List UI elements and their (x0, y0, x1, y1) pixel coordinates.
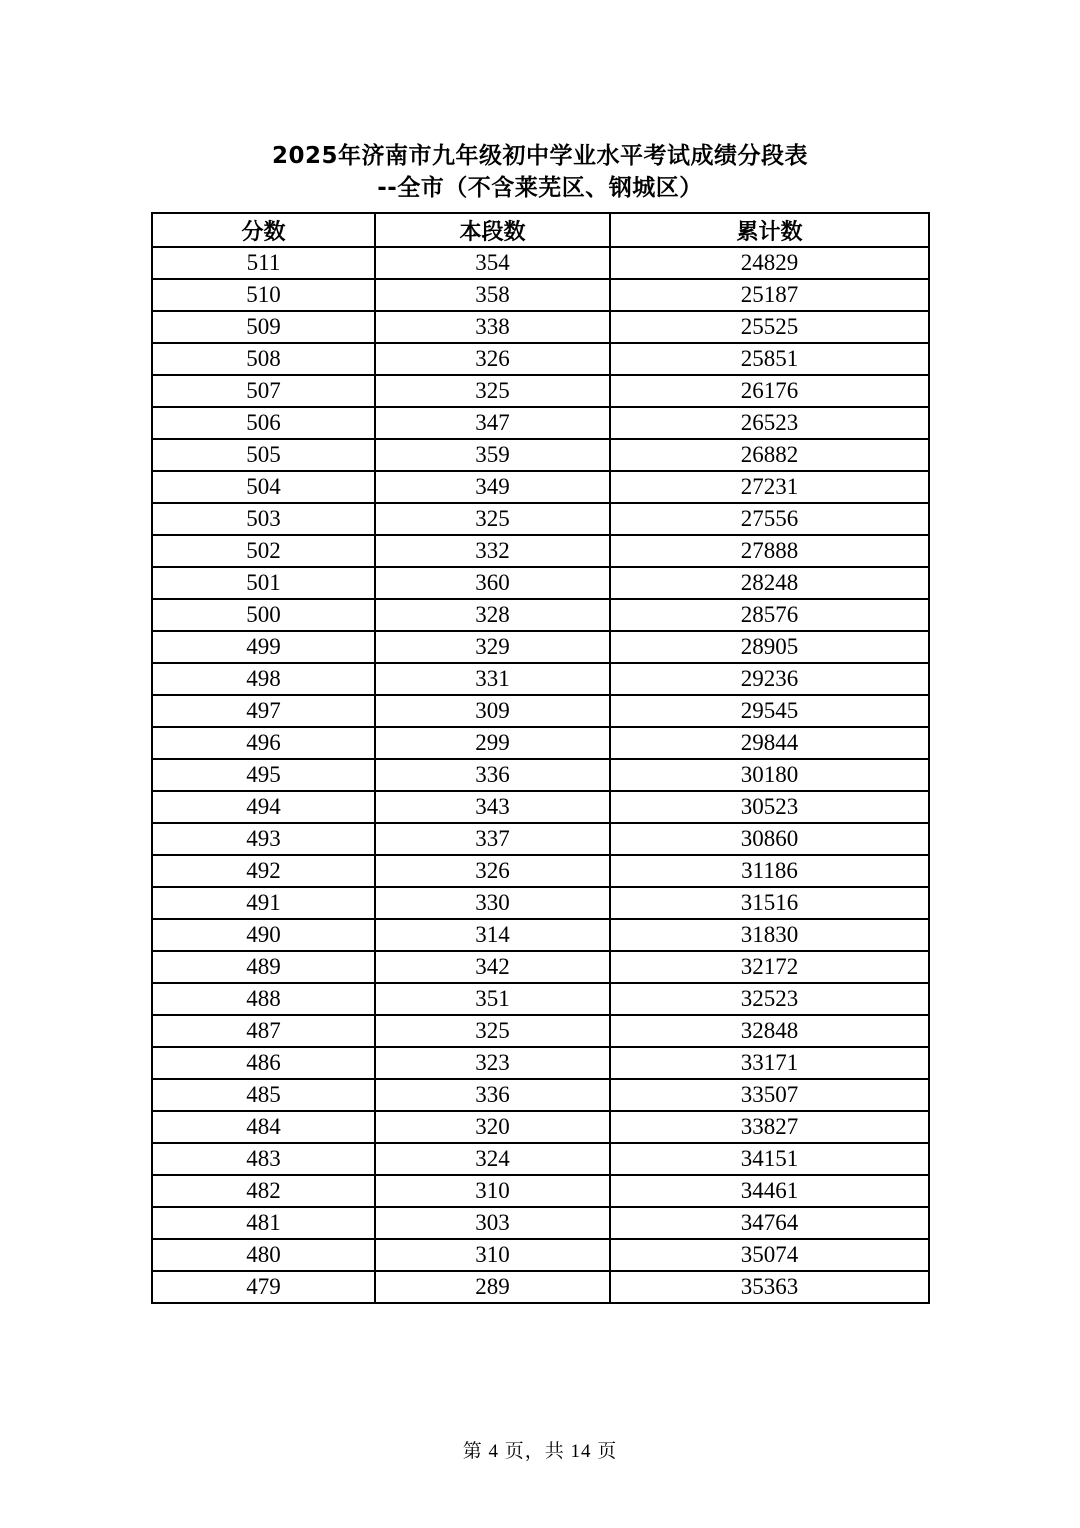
cell-score: 495 (152, 759, 375, 791)
cell-segment-count: 289 (375, 1271, 610, 1303)
header-segment-count: 本段数 (375, 213, 610, 247)
cell-segment-count: 325 (375, 1015, 610, 1047)
table-row (152, 471, 929, 503)
cell-segment-count: 303 (375, 1207, 610, 1239)
table-row (152, 503, 929, 535)
cell-cumulative-count: 33171 (610, 1047, 929, 1079)
cell-cumulative-count: 31830 (610, 919, 929, 951)
cell-score: 492 (152, 855, 375, 887)
cell-cumulative-count: 25187 (610, 279, 929, 311)
table-row (152, 823, 929, 855)
cell-score: 497 (152, 695, 375, 727)
cell-score: 483 (152, 1143, 375, 1175)
cell-segment-count: 310 (375, 1239, 610, 1271)
cell-score: 502 (152, 535, 375, 567)
table-row (152, 439, 929, 471)
cell-segment-count: 359 (375, 439, 610, 471)
cell-score: 485 (152, 1079, 375, 1111)
table-row (152, 599, 929, 631)
cell-cumulative-count: 27556 (610, 503, 929, 535)
cell-cumulative-count: 35074 (610, 1239, 929, 1271)
table-row (152, 1239, 929, 1271)
cell-score: 508 (152, 343, 375, 375)
cell-segment-count: 325 (375, 375, 610, 407)
cell-segment-count: 330 (375, 887, 610, 919)
cell-cumulative-count: 34151 (610, 1143, 929, 1175)
cell-segment-count: 338 (375, 311, 610, 343)
cell-segment-count: 329 (375, 631, 610, 663)
cell-cumulative-count: 28248 (610, 567, 929, 599)
cell-cumulative-count: 34461 (610, 1175, 929, 1207)
cell-cumulative-count: 33507 (610, 1079, 929, 1111)
cell-segment-count: 336 (375, 1079, 610, 1111)
cell-cumulative-count: 29545 (610, 695, 929, 727)
cell-cumulative-count: 33827 (610, 1111, 929, 1143)
cell-cumulative-count: 28576 (610, 599, 929, 631)
document-title: 2025年济南市九年级初中学业水平考试成绩分段表 (271, 143, 808, 169)
cell-score: 501 (152, 567, 375, 599)
document-subtitle: --全市（不含莱芜区、钢城区） (377, 175, 703, 201)
cell-cumulative-count: 28905 (610, 631, 929, 663)
cell-score: 479 (152, 1271, 375, 1303)
cell-cumulative-count: 32172 (610, 951, 929, 983)
cell-cumulative-count: 32523 (610, 983, 929, 1015)
cell-cumulative-count: 26523 (610, 407, 929, 439)
table-row (152, 1047, 929, 1079)
cell-score: 493 (152, 823, 375, 855)
cell-score: 490 (152, 919, 375, 951)
cell-segment-count: 342 (375, 951, 610, 983)
cell-segment-count: 332 (375, 535, 610, 567)
cell-segment-count: 349 (375, 471, 610, 503)
cell-cumulative-count: 32848 (610, 1015, 929, 1047)
cell-cumulative-count: 25851 (610, 343, 929, 375)
cell-segment-count: 299 (375, 727, 610, 759)
table-row (152, 983, 929, 1015)
cell-score: 498 (152, 663, 375, 695)
cell-score: 489 (152, 951, 375, 983)
cell-cumulative-count: 27888 (610, 535, 929, 567)
cell-score: 488 (152, 983, 375, 1015)
cell-score: 487 (152, 1015, 375, 1047)
cell-cumulative-count: 26882 (610, 439, 929, 471)
table-header-row (152, 213, 929, 247)
table-row (152, 567, 929, 599)
table-row (152, 887, 929, 919)
table-row (152, 1271, 929, 1303)
cell-segment-count: 358 (375, 279, 610, 311)
table-row (152, 1175, 929, 1207)
cell-cumulative-count: 24829 (610, 247, 929, 279)
table-row (152, 855, 929, 887)
table-row (152, 631, 929, 663)
table-row (152, 1207, 929, 1239)
cell-segment-count: 314 (375, 919, 610, 951)
cell-score: 496 (152, 727, 375, 759)
cell-segment-count: 326 (375, 343, 610, 375)
cell-score: 482 (152, 1175, 375, 1207)
cell-segment-count: 326 (375, 855, 610, 887)
cell-segment-count: 310 (375, 1175, 610, 1207)
cell-cumulative-count: 30860 (610, 823, 929, 855)
cell-segment-count: 331 (375, 663, 610, 695)
table-body (152, 247, 929, 1303)
cell-segment-count: 337 (375, 823, 610, 855)
table-row (152, 727, 929, 759)
table-row (152, 407, 929, 439)
cell-score: 503 (152, 503, 375, 535)
table-row (152, 311, 929, 343)
cell-segment-count: 324 (375, 1143, 610, 1175)
score-distribution-table (151, 212, 930, 1304)
table-row (152, 919, 929, 951)
table-row (152, 695, 929, 727)
cell-segment-count: 347 (375, 407, 610, 439)
table-row (152, 1015, 929, 1047)
cell-segment-count: 323 (375, 1047, 610, 1079)
cell-cumulative-count: 35363 (610, 1271, 929, 1303)
cell-segment-count: 360 (375, 567, 610, 599)
cell-cumulative-count: 31516 (610, 887, 929, 919)
cell-cumulative-count: 34764 (610, 1207, 929, 1239)
cell-score: 491 (152, 887, 375, 919)
cell-score: 499 (152, 631, 375, 663)
table-row (152, 663, 929, 695)
cell-cumulative-count: 30180 (610, 759, 929, 791)
cell-cumulative-count: 31186 (610, 855, 929, 887)
header-cumulative-count: 累计数 (610, 213, 929, 247)
cell-segment-count: 328 (375, 599, 610, 631)
table-row (152, 375, 929, 407)
cell-cumulative-count: 29236 (610, 663, 929, 695)
table-row (152, 791, 929, 823)
cell-segment-count: 343 (375, 791, 610, 823)
cell-segment-count: 336 (375, 759, 610, 791)
cell-segment-count: 354 (375, 247, 610, 279)
cell-cumulative-count: 25525 (610, 311, 929, 343)
header-score: 分数 (152, 213, 375, 247)
cell-cumulative-count: 30523 (610, 791, 929, 823)
cell-score: 505 (152, 439, 375, 471)
cell-cumulative-count: 29844 (610, 727, 929, 759)
cell-score: 509 (152, 311, 375, 343)
cell-score: 506 (152, 407, 375, 439)
cell-segment-count: 325 (375, 503, 610, 535)
cell-score: 484 (152, 1111, 375, 1143)
cell-segment-count: 309 (375, 695, 610, 727)
table-row (152, 951, 929, 983)
cell-segment-count: 351 (375, 983, 610, 1015)
cell-score: 481 (152, 1207, 375, 1239)
cell-score: 500 (152, 599, 375, 631)
cell-score: 510 (152, 279, 375, 311)
table-row (152, 279, 929, 311)
table-row (152, 343, 929, 375)
table-row (152, 1143, 929, 1175)
cell-score: 504 (152, 471, 375, 503)
table-row (152, 247, 929, 279)
cell-score: 494 (152, 791, 375, 823)
table-row (152, 759, 929, 791)
cell-score: 511 (152, 247, 375, 279)
table-row (152, 535, 929, 567)
cell-score: 480 (152, 1239, 375, 1271)
cell-score: 507 (152, 375, 375, 407)
table-row (152, 1079, 929, 1111)
page-number: 第 4 页，共 14 页 (462, 1441, 618, 1462)
cell-segment-count: 320 (375, 1111, 610, 1143)
table-row (152, 1111, 929, 1143)
cell-score: 486 (152, 1047, 375, 1079)
cell-cumulative-count: 27231 (610, 471, 929, 503)
cell-cumulative-count: 26176 (610, 375, 929, 407)
